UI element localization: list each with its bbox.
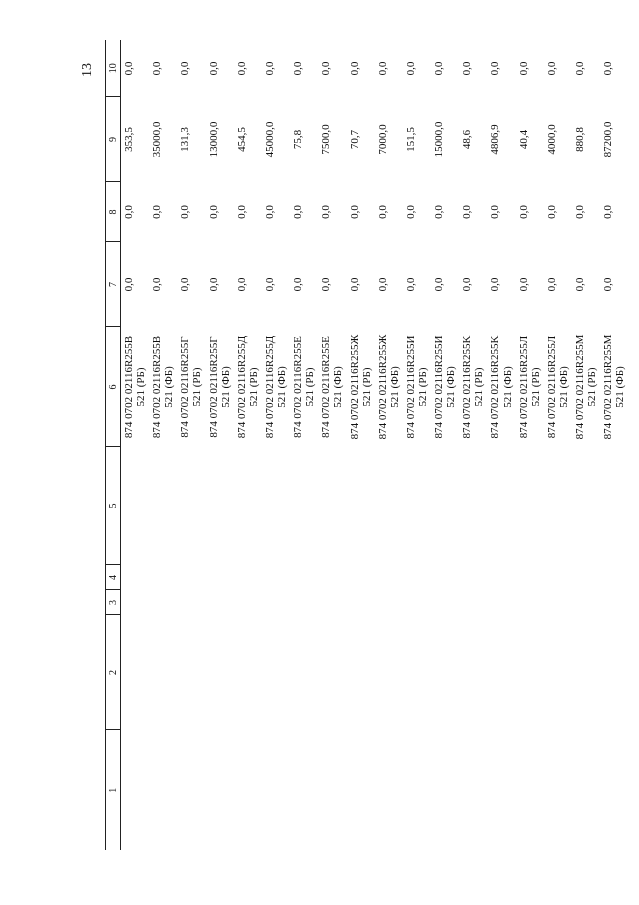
empty-cell (572, 565, 600, 590)
column-7-value: 0,0 (545, 277, 558, 292)
empty-cell (347, 615, 375, 730)
column-10-value: 0,0 (433, 61, 446, 76)
column-10-value: 0,0 (123, 61, 135, 76)
empty-cell (149, 447, 177, 565)
column-header: 5 (106, 447, 121, 565)
empty-cell (347, 447, 375, 565)
column-8-value: 0,0 (123, 205, 135, 219)
budget-code-cell: 874 0702 02116R255M 521 (РБ) (574, 334, 599, 440)
column-10-value: 0,0 (602, 61, 615, 76)
empty-cell (459, 730, 487, 850)
budget-code-cell: 874 0702 02116R255E 521 (РБ) (292, 336, 317, 438)
column-8-value: 0,0 (404, 205, 417, 219)
empty-cell (318, 565, 346, 590)
empty-cell (544, 730, 572, 850)
empty-cell (234, 565, 262, 590)
empty-cell (121, 447, 150, 565)
table-row (572, 40, 600, 850)
column-9-value: 40,4 (517, 129, 530, 150)
empty-cell (121, 730, 150, 850)
table-row (431, 40, 459, 850)
column-header: 8 (106, 182, 121, 242)
empty-cell (234, 615, 262, 730)
column-header: 3 (106, 590, 121, 615)
column-9-value: 75,8 (292, 129, 305, 150)
empty-cell (347, 730, 375, 850)
column-header: 9 (106, 97, 121, 182)
column-10-value: 0,0 (151, 61, 164, 76)
empty-cell (600, 590, 628, 615)
column-8-value: 0,0 (489, 205, 502, 219)
empty-cell (431, 730, 459, 850)
column-9-value: 880,8 (574, 127, 586, 152)
budget-code-cell: 874 0702 02116R255K 521 (ФБ) (489, 335, 514, 439)
empty-cell (403, 565, 431, 590)
empty-cell (347, 590, 375, 615)
empty-cell (516, 615, 544, 730)
column-8-value: 0,0 (207, 205, 220, 219)
empty-cell (262, 565, 290, 590)
empty-cell (516, 447, 544, 565)
column-8-value: 0,0 (545, 205, 558, 219)
budget-code-cell: 874 0702 02116R255Л 521 (ФБ) (545, 335, 570, 439)
column-9-value: 13000,0 (207, 121, 220, 158)
empty-cell (516, 590, 544, 615)
table-row (318, 40, 346, 850)
column-10-value: 0,0 (348, 61, 361, 76)
empty-cell (600, 565, 628, 590)
table-body (121, 40, 629, 850)
empty-cell (206, 730, 234, 850)
empty-cell (544, 615, 572, 730)
column-7-value: 0,0 (602, 277, 615, 292)
empty-cell (572, 590, 600, 615)
column-10-value: 0,0 (574, 61, 586, 76)
column-8-value: 0,0 (320, 205, 333, 219)
column-7-value: 0,0 (489, 277, 502, 292)
table-row (544, 40, 572, 850)
column-7-value: 0,0 (433, 277, 446, 292)
empty-cell (177, 730, 205, 850)
empty-cell (262, 447, 290, 565)
empty-cell (149, 730, 177, 850)
empty-cell (375, 615, 403, 730)
column-7-value: 0,0 (292, 277, 305, 292)
empty-cell (206, 590, 234, 615)
empty-cell (375, 565, 403, 590)
empty-cell (600, 730, 628, 850)
budget-code-cell: 874 0702 02116R255Д 521 (ФБ) (263, 335, 289, 439)
table-row (459, 40, 487, 850)
column-9-value: 48,6 (461, 129, 474, 150)
column-9-value: 35000,0 (151, 121, 164, 158)
column-7-value: 0,0 (179, 277, 192, 292)
empty-cell (431, 615, 459, 730)
empty-cell (206, 615, 234, 730)
column-8-value: 0,0 (179, 205, 192, 219)
budget-code-cell: 874 0702 02116R255B 521 (РБ) (123, 335, 148, 439)
table-row (177, 40, 205, 850)
column-10-value: 0,0 (489, 61, 502, 76)
column-9-value: 131,3 (179, 127, 192, 152)
empty-cell (177, 565, 205, 590)
page-number: 13 (80, 63, 95, 77)
column-8-value: 0,0 (348, 205, 361, 219)
empty-cell (516, 730, 544, 850)
column-9-value: 45000,0 (263, 121, 276, 158)
empty-cell (290, 565, 318, 590)
column-10-value: 0,0 (545, 61, 558, 76)
empty-cell (487, 730, 515, 850)
column-header: 10 (106, 40, 121, 97)
empty-cell (544, 565, 572, 590)
budget-code-cell: 874 0702 02116R255Л 521 (РБ) (517, 335, 542, 439)
empty-cell (177, 615, 205, 730)
rotated-table-frame (105, 60, 627, 850)
column-10-value: 0,0 (461, 61, 474, 76)
empty-cell (544, 590, 572, 615)
column-7-value: 0,0 (320, 277, 333, 292)
column-9-value: 7500,0 (320, 124, 333, 155)
empty-cell (121, 590, 150, 615)
column-10-value: 0,0 (235, 61, 248, 76)
table-row (375, 40, 403, 850)
empty-cell (600, 447, 628, 565)
empty-cell (487, 565, 515, 590)
column-10-value: 0,0 (320, 61, 333, 76)
column-9-value: 15000,0 (433, 121, 446, 158)
column-7-value: 0,0 (348, 277, 361, 292)
table-row (487, 40, 515, 850)
empty-cell (459, 615, 487, 730)
column-7-value: 0,0 (207, 277, 220, 292)
empty-cell (121, 615, 150, 730)
empty-cell (234, 730, 262, 850)
empty-cell (403, 615, 431, 730)
empty-cell (149, 590, 177, 615)
empty-cell (290, 590, 318, 615)
column-header: 1 (106, 730, 121, 850)
column-7-value: 0,0 (376, 277, 389, 292)
column-10-value: 0,0 (517, 61, 530, 76)
empty-cell (544, 447, 572, 565)
empty-cell (431, 447, 459, 565)
budget-code-cell: 874 0702 02116R255E 521 (ФБ) (320, 336, 345, 438)
table-row (121, 40, 150, 850)
empty-cell (206, 447, 234, 565)
column-9-value: 7000,0 (376, 124, 389, 155)
column-10-value: 0,0 (376, 61, 389, 76)
empty-cell (403, 730, 431, 850)
column-header: 6 (106, 327, 121, 447)
column-10-value: 0,0 (292, 61, 305, 76)
empty-cell (572, 447, 600, 565)
table-row (600, 40, 628, 850)
column-9-value: 4000,0 (545, 124, 558, 155)
budget-code-cell: 874 0702 02116R255M 521 (ФБ) (602, 334, 627, 440)
column-10-value: 0,0 (263, 61, 276, 76)
budget-code-cell: 874 0702 02116R255И 521 (ФБ) (433, 335, 458, 439)
empty-cell (431, 565, 459, 590)
empty-cell (318, 730, 346, 850)
column-9-value: 4806,9 (489, 124, 502, 155)
empty-cell (487, 615, 515, 730)
column-7-value: 0,0 (151, 277, 164, 292)
column-7-value: 0,0 (404, 277, 417, 292)
empty-cell (234, 447, 262, 565)
column-8-value: 0,0 (376, 205, 389, 219)
column-7-value: 0,0 (235, 277, 248, 292)
empty-cell (487, 590, 515, 615)
table-row (262, 40, 290, 850)
empty-cell (318, 447, 346, 565)
empty-cell (262, 730, 290, 850)
column-8-value: 0,0 (461, 205, 474, 219)
empty-cell (375, 730, 403, 850)
column-10-value: 0,0 (207, 61, 220, 76)
column-7-value: 0,0 (123, 277, 135, 292)
column-10-value: 0,0 (404, 61, 417, 76)
empty-cell (600, 615, 628, 730)
empty-cell (177, 447, 205, 565)
column-9-value: 454,5 (235, 127, 248, 152)
empty-cell (290, 447, 318, 565)
table-row (516, 40, 544, 850)
empty-cell (318, 615, 346, 730)
column-8-value: 0,0 (517, 205, 530, 219)
table-row (149, 40, 177, 850)
column-8-value: 0,0 (574, 205, 586, 219)
column-header: 7 (106, 242, 121, 327)
empty-cell (347, 565, 375, 590)
column-number-row (106, 40, 121, 850)
empty-cell (572, 615, 600, 730)
column-8-value: 0,0 (235, 205, 248, 219)
empty-cell (403, 447, 431, 565)
empty-cell (459, 590, 487, 615)
column-8-value: 0,0 (151, 205, 164, 219)
table-row (234, 40, 262, 850)
empty-cell (431, 590, 459, 615)
budget-code-cell: 874 0702 02116R255Г 521 (РБ) (179, 336, 204, 438)
column-9-value: 151,5 (404, 127, 417, 152)
budget-code-cell: 874 0702 02116R255И 521 (РБ) (404, 335, 429, 439)
column-10-value: 0,0 (179, 61, 192, 76)
empty-cell (149, 615, 177, 730)
budget-code-cell: 874 0702 02116R255Г 521 (ФБ) (207, 336, 232, 438)
empty-cell (149, 565, 177, 590)
column-8-value: 0,0 (433, 205, 446, 219)
column-9-value: 70,7 (348, 129, 361, 150)
table-row (206, 40, 234, 850)
empty-cell (262, 590, 290, 615)
empty-cell (403, 590, 431, 615)
budget-code-cell: 874 0702 02116R255Ж 521 (РБ) (348, 334, 373, 440)
empty-cell (177, 590, 205, 615)
budget-code-cell: 874 0702 02116R255Ж 521 (ФБ) (376, 334, 401, 440)
empty-cell (487, 447, 515, 565)
empty-cell (375, 447, 403, 565)
budget-code-cell: 874 0702 02116R255Д 521 (РБ) (235, 335, 260, 439)
empty-cell (290, 615, 318, 730)
empty-cell (516, 565, 544, 590)
column-9-value: 353,5 (123, 127, 135, 152)
table-row (347, 40, 375, 850)
column-8-value: 0,0 (602, 205, 615, 219)
empty-cell (206, 565, 234, 590)
column-8-value: 0,0 (263, 205, 276, 219)
empty-cell (572, 730, 600, 850)
column-7-value: 0,0 (574, 277, 586, 292)
column-8-value: 0,0 (292, 205, 305, 219)
budget-code-cell: 874 0702 02116R255B 521 (ФБ) (151, 335, 176, 439)
table-row (290, 40, 318, 850)
empty-cell (121, 565, 150, 590)
empty-cell (234, 590, 262, 615)
empty-cell (375, 590, 403, 615)
empty-cell (459, 565, 487, 590)
column-header: 2 (106, 615, 121, 730)
column-7-value: 0,0 (263, 277, 276, 292)
empty-cell (459, 447, 487, 565)
empty-cell (290, 730, 318, 850)
empty-cell (262, 615, 290, 730)
budget-code-cell: 874 0702 02116R255K 521 (РБ) (461, 335, 486, 439)
column-header: 4 (106, 565, 121, 590)
budget-table (105, 40, 628, 850)
column-7-value: 0,0 (461, 277, 474, 292)
table-row (403, 40, 431, 850)
column-9-value: 87200,0 (602, 121, 615, 158)
column-7-value: 0,0 (517, 277, 530, 292)
empty-cell (318, 590, 346, 615)
